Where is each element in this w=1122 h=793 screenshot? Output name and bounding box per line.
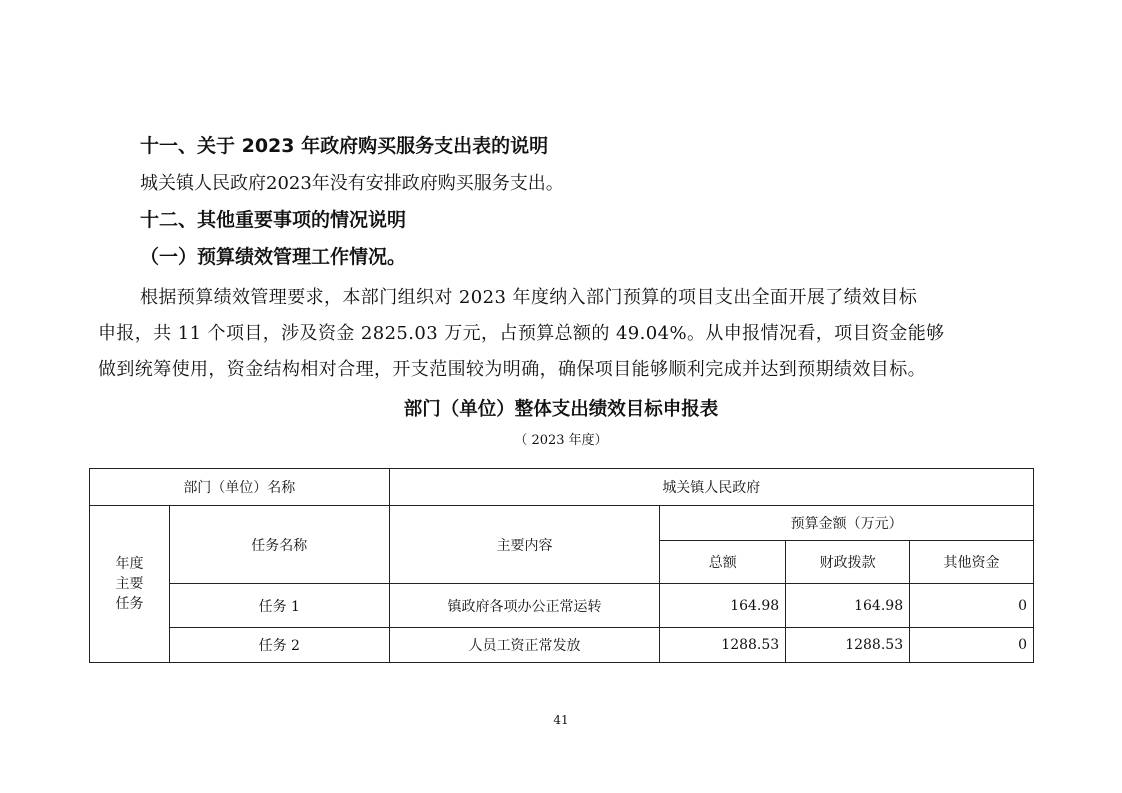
section-12-subheading: （一）预算绩效管理工作情况。 <box>140 246 407 268</box>
dept-name-label: 部门（单位）名称 <box>90 469 390 506</box>
paragraph-line-3: 做到统筹使用，资金结构相对合理，开支范围较为明确，确保项目能够顺利完成并达到预期绩效目标。 <box>98 359 926 380</box>
col-fiscal: 财政拨款 <box>786 541 910 584</box>
paragraph-line-1: 根据预算绩效管理要求，本部门组织对 2023 年度纳入部门预算的项目支出全面开展了绩效目标 <box>140 287 918 308</box>
col-budget-amount: 预算金额（万元） <box>660 506 1034 541</box>
main-content-cell: 人员工资正常发放 <box>389 628 660 663</box>
table-year: （ 2023 年度） <box>514 433 608 448</box>
table-row <box>90 584 1034 628</box>
page-number: 41 <box>553 713 569 727</box>
col-main-content: 主要内容 <box>389 506 660 584</box>
total-cell: 1288.53 <box>660 628 786 663</box>
other-cell: 0 <box>910 584 1034 628</box>
task-name-cell: 任务 1 <box>169 584 389 628</box>
section-12-heading: 十二、其他重要事项的情况说明 <box>140 209 407 231</box>
year-main-tasks-label: 年度 主要 任务 <box>90 506 170 663</box>
col-total: 总额 <box>660 541 786 584</box>
table-row <box>90 628 1034 663</box>
paragraph-line-2: 申报，共 11 个项目，涉及资金 2825.03 万元，占预算总额的 49.04%。从申报情况看，项目资金能够 <box>98 323 945 344</box>
fiscal-cell: 164.98 <box>786 584 910 628</box>
other-cell: 0 <box>910 628 1034 663</box>
task-name-cell: 任务 2 <box>169 628 389 663</box>
col-other: 其他资金 <box>910 541 1034 584</box>
performance-goal-table <box>89 468 1034 663</box>
total-cell: 164.98 <box>660 584 786 628</box>
col-task-name: 任务名称 <box>169 506 389 584</box>
table-title: 部门（单位）整体支出绩效目标申报表 <box>403 399 719 420</box>
section-11-text: 城关镇人民政府2023年没有安排政府购买服务支出。 <box>140 173 564 194</box>
fiscal-cell: 1288.53 <box>786 628 910 663</box>
main-content-cell: 镇政府各项办公正常运转 <box>389 584 660 628</box>
section-11-heading: 十一、关于 2023 年政府购买服务支出表的说明 <box>140 135 549 157</box>
dept-name-value: 城关镇人民政府 <box>389 469 1033 506</box>
